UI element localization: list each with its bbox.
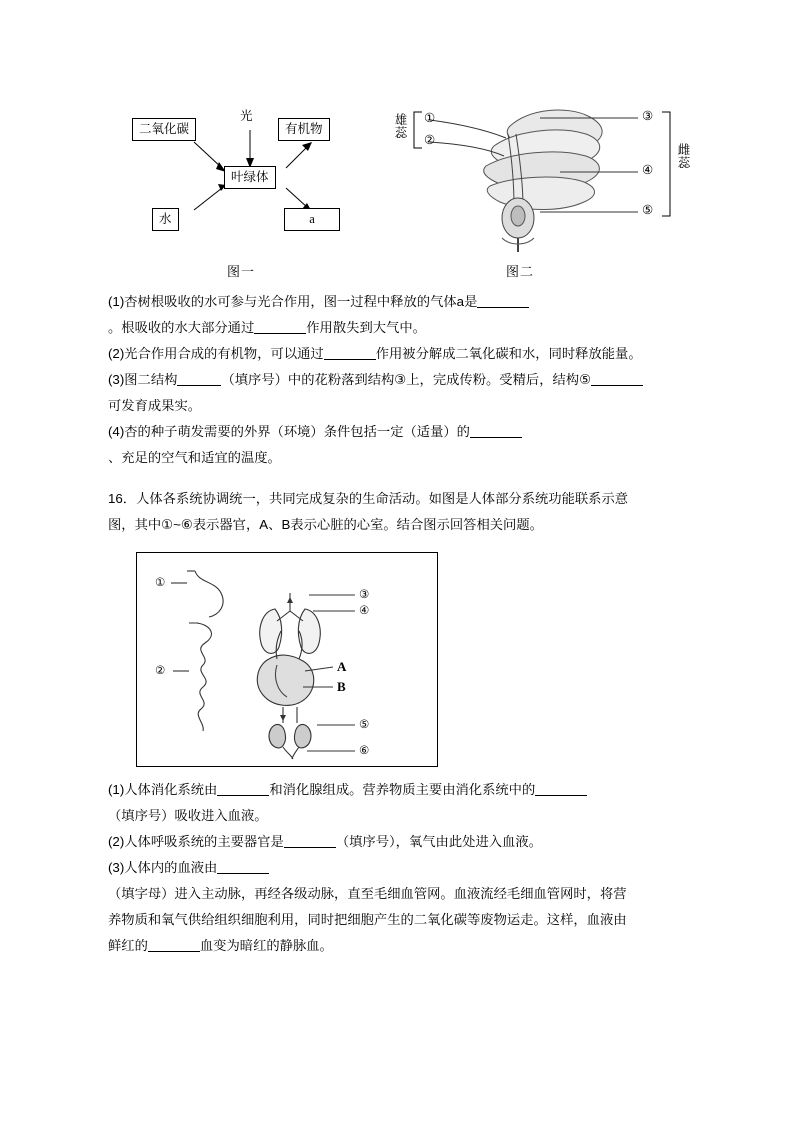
q16-1-text-c: （填序号）吸收进入血液。 (108, 808, 268, 824)
figure-one-box-organic: 有机物 (278, 118, 330, 141)
figure-one-canvas (126, 90, 356, 255)
figure-two (390, 90, 690, 280)
figure-three-number-4: ④ (359, 605, 370, 618)
question-16-3-cont-3 (108, 933, 702, 959)
q16-1-text-a: (1)人体消化系统由 (108, 782, 218, 798)
question-15-4-cont (108, 445, 702, 471)
figure-one-caption: 图一 (226, 264, 255, 279)
question-16-1 (108, 777, 702, 803)
question-16-3 (108, 855, 702, 881)
q16-2-blank-1[interactable] (284, 834, 336, 848)
q15-4-blank-1[interactable] (470, 423, 522, 437)
question-15-3 (108, 367, 702, 393)
figure-one-light-label: 光 (240, 109, 253, 123)
q15-3-text-a: (3)图二结构 (108, 371, 178, 387)
figure-three-wrap (136, 552, 702, 767)
q16-3-blank-1[interactable] (217, 860, 269, 874)
question-16-3-cont-2 (108, 907, 702, 933)
question-15-4 (108, 419, 702, 445)
figure-two-label-stamen: 雄蕊 (394, 113, 408, 141)
question-15-1 (108, 289, 702, 315)
q16-1-blank-2[interactable] (535, 782, 587, 796)
q16-2-text-a: (2)人体呼吸系统的主要器官是 (108, 834, 284, 850)
figure-two-canvas (390, 90, 690, 255)
q16-3-text-a: (3)人体内的血液由 (108, 860, 218, 876)
q15-2-text-b: 作用被分解成二氧化碳和水，同时释放能量。 (375, 345, 642, 361)
figure-three-letter-b: B (337, 679, 346, 695)
q15-1-text-a: (1)杏树根吸收的水可参与光合作用，图一过程中释放的气体a是 (108, 294, 478, 309)
figure-one-box-co2: 二氧化碳 (132, 118, 196, 141)
q15-3-text-c: 可发育成果实。 (108, 397, 202, 413)
q15-3-blank-2[interactable] (591, 371, 643, 385)
q16-1-blank-1[interactable] (217, 782, 269, 796)
question-16-stem-line-2: 图，其中①~⑥表示器官，A、B表示心脏的心室。结合图示回答相关问题。 (108, 517, 543, 533)
figure-one-box-a: a (284, 208, 340, 231)
figure-one (126, 90, 356, 280)
q16-3-text-d: 鲜红的 (108, 937, 148, 953)
q15-1-text-b: 。根吸收的水大部分通过 (108, 319, 255, 335)
figure-three-number-5: ⑤ (359, 719, 370, 732)
figure-three-number-3: ③ (359, 589, 370, 602)
q16-2-text-b: （填序号），氧气由此处进入血液。 (335, 834, 542, 850)
figure-two-number-3: ③ (642, 109, 654, 123)
q15-3-text-b: （填序号）中的花粉落到结构③上，完成传粉。受精后，结构⑤ (221, 371, 592, 387)
figure-three-number-1: ① (155, 577, 166, 590)
question-16-2 (108, 829, 702, 855)
q15-3-blank-1[interactable] (177, 371, 221, 385)
q16-1-text-b: 和消化腺组成。营养物质主要由消化系统中的 (269, 782, 536, 798)
figure-three-letter-a: A (337, 659, 347, 675)
question-15-2 (108, 341, 702, 367)
question-16-3-cont-1 (108, 881, 702, 907)
figure-three-number-2: ② (155, 665, 166, 678)
q16-3-blank-2[interactable] (148, 938, 200, 952)
figures-row (126, 90, 702, 280)
question-15-1-cont (108, 315, 702, 341)
q15-4-text-b: 、充足的空气和适宜的温度。 (108, 449, 281, 465)
figure-two-label-pistil: 雌蕊 (677, 143, 691, 171)
q15-1-text-c: 作用散失到大气中。 (306, 319, 426, 335)
figure-one-box-water: 水 (152, 208, 179, 231)
q16-3-text-c: 养物质和氧气供给组织细胞利用，同时把细胞产生的二氧化碳等废物运走。这样，血液由 (108, 911, 627, 927)
figure-two-number-4: ④ (642, 163, 654, 177)
q15-1-blank-1[interactable] (477, 294, 529, 308)
figure-two-number-5: ⑤ (642, 203, 654, 217)
figure-three-illustration (137, 553, 435, 764)
question-15-3-cont (108, 393, 702, 419)
figure-three (136, 552, 438, 767)
figure-three-number-6: ⑥ (359, 745, 370, 758)
figure-one-box-chloroplast: 叶绿体 (224, 166, 276, 189)
q15-2-blank-1[interactable] (324, 346, 376, 360)
q15-4-text-a: (4)杏的种子萌发需要的外界（环境）条件包括一定（适量）的 (108, 423, 470, 439)
q16-3-text-e: 血变为暗红的静脉血。 (199, 937, 333, 953)
q15-1-blank-2[interactable] (254, 320, 306, 334)
figure-two-number-1: ① (424, 111, 436, 125)
figure-two-caption: 图二 (505, 264, 534, 279)
question-16-1-cont (108, 803, 702, 829)
question-16-stem-line-1: 16．人体各系统协调统一，共同完成复杂的生命活动。如图是人体部分系统功能联系示意 (108, 491, 629, 507)
figure-two-number-2: ② (424, 133, 436, 147)
q16-3-text-b: （填字母）进入主动脉，再经各级动脉，直至毛细血管网。血液流经毛细血管网时，将营 (108, 885, 627, 901)
q15-2-text-a: (2)光合作用合成的有机物，可以通过 (108, 345, 324, 361)
